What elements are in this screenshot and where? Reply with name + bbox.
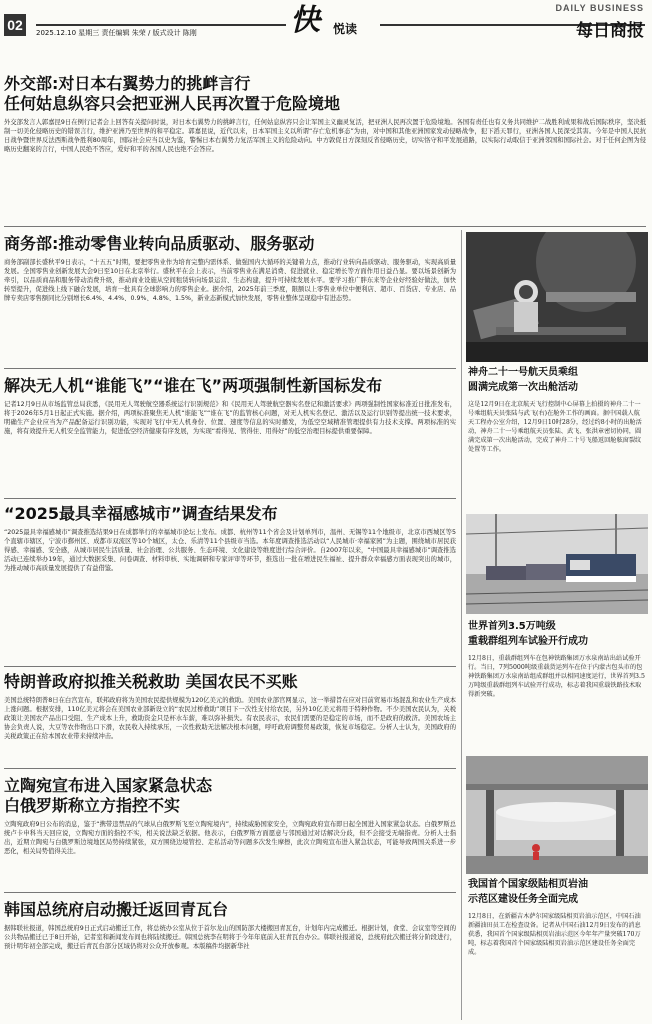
headline-1-line-2: 任何姑息纵容只会把亚洲人民再次置于危险境地	[4, 94, 341, 113]
headline-6-line-2: 白俄罗斯称立方指控不实	[4, 796, 181, 815]
sidebar-3-body: 12月8日，在新疆吉木萨尔国家级陆相页岩油示范区，中国石油新疆油田员工在检查设备。记者从中国石油12月9日发布的消息获悉，我国首个国家级陆相页岩油示范区今年年产量突破170万吨，标志着我国首个国家级陆相页岩油示范区建设任务全面完成。	[468, 913, 641, 956]
sidebar-3-title-line-2: 示范区建设任务全面完成	[468, 894, 578, 905]
sidebar-1-title-line-2: 圆满完成第一次出舱活动	[468, 382, 578, 393]
sidebar-2-body: 12月8日，重载群组列车在包神铁路集团万水泉南站出站试验开行。当日，7列5000吨级重载货运列车在位于内蒙古包头市的包神铁路集团万水泉南站组成群组并以相同速度运行，世界首列3.5万吨级重载群组列车试验开行成功，标志着我国重载铁路技术取得新突破。	[468, 655, 645, 698]
rocket-launch-photo	[466, 232, 648, 362]
page-number: 02	[4, 14, 26, 36]
article-7-body: 据韩联社报道，韩国总统府9日正式启动搬迁工作，将总统办公室从位于首尔龙山的国防部大楼搬回青瓦台，计划年内完成搬迁。根据计划，食堂、会议室等空间的公共物品搬迁已于8日开始，记者室和新闻发布间也将陆续搬迁。韩国总统李在明将于今年年底前入驻青瓦台办公。韩联社报道说，总统府此次搬迁将分阶段进行，预计明年初全部完成，搬迁后青瓦台部分区域仍将对公众开放参观。本版稿件均据新华社	[4, 925, 456, 950]
sidebar-1-title-line-1: 神舟二十一号航天员乘组	[468, 367, 578, 378]
gas-storage-tank-photo	[466, 756, 648, 874]
masthead-rule-left	[36, 24, 286, 26]
sidebar-2-title-line-1: 世界首列3.5万吨级	[468, 621, 556, 632]
masthead	[0, 0, 652, 44]
headline-2: 商务部:推动零售业转向品质驱动、服务驱动	[4, 234, 315, 253]
article-1-body: 外交部发言人郭嘉昆9日在例行记者会上回答有关提问时说，对日本右翼势力的挑衅言行，任何姑息纵容只会让军国主义幽灵复活，把亚洲人民再次置于危险境地。各国有责任也有义务共同维护二战胜利成果和战后国际秩序，坚决抵制一切美化侵略历史的错误言行，维护亚洲乃至世界的和平稳定。郭嘉昆说，近代以来，日本军国主义以所谓“存亡危机事态”为由，对中国和其他亚洲国家发动侵略战争，犯下滔天罪行，亚洲各国人民深受其害。今年是中国人民抗日战争暨世界反法西斯战争胜利80周年，国际社会应当以史为鉴，警惕日本右翼势力复活军国主义的危险动向。中方敦促日方深刻反省侵略历史，切实恪守和平发展道路，以实际行动取信于亚洲邻国和国际社会。对于任何企图为侵略历史翻案的言行，中国人民绝不答应，爱好和平的各国人民也绝不会答应。	[4, 119, 646, 153]
section-name: 悦读	[333, 22, 358, 36]
sidebar-3-title-line-1: 我国首个国家级陆相页岩油	[468, 879, 588, 890]
headline-7: 韩国总统府启动搬迁返回青瓦台	[4, 900, 229, 919]
divider	[4, 768, 456, 769]
article-6-body: 立陶宛政府9日公布的消息，鉴于“携带违禁品的气球从白俄罗斯飞至立陶宛境内”，持续威胁国家安全，立陶宛政府宣布即日起全国进入国家紧急状态。白俄罗斯总统卢卡申科当天回应说，立陶宛方面的指控不实，相关说法缺乏依据。他表示，白俄罗斯方面愿意与邻国通过对话解决分歧，但不会接受无端指责。分析人士指出，近期立陶宛与白俄罗斯边境地区局势持续紧张，双方围绕边境管控、走私活动等问题多次发生摩擦，此次立陶宛宣布进入紧急状态，可能导致两国关系进一步恶化，相关局势值得关注。	[4, 821, 456, 855]
column-divider	[461, 230, 462, 1020]
divider	[4, 368, 456, 369]
sidebar-2-title-line-2: 重载群组列车试验开行成功	[468, 636, 588, 647]
headline-1-line-1: 外交部:对日本右翼势力的挑衅言行	[4, 74, 251, 93]
headline-4: “2025最具幸福感城市”调查结果发布	[4, 504, 278, 523]
headline-6-line-1: 立陶宛宣布进入国家紧急状态	[4, 776, 213, 795]
paper-name-en: DAILY BUSINESS	[555, 3, 644, 13]
article-2-body: 商务部副部长盛秋平9日表示，“十五五”时期，要把零售业作为培育完整内需体系、做强国内大循环的关键着力点，推动行业转向品质驱动、服务驱动，实现高质量发展。全国零售业创新发展大会9日至10日在北京举行。盛秋平在会上表示，当前零售业在满足消费、促进就业、稳定增长等方面作用日益凸显。要以场景创新为牵引，以品质商品和服务带动消费升级，推动商业设施从空间租赁转向场景运营、生态构建，提升可持续发展水平。要学习推广胖东来等企业好经验好做法，加快转型提升，促进线上线下融合发展，培育一批具有全球影响力的零售企业。据介绍，2025年前三季度，限额以上零售业单位中便利店、超市、百货店、专业店、品牌专卖店零售额同比分别增长6.4%、4.4%、0.9%、4.8%、1.5%，新业态新模式加快发展，零售业整体呈现稳中有进态势。	[4, 259, 456, 302]
divider	[4, 226, 646, 227]
headline-5: 特朗普政府拟推关税救助 美国农民不买账	[4, 672, 298, 691]
divider	[4, 498, 456, 499]
divider	[4, 666, 456, 667]
section-logo-character: 快	[290, 3, 320, 38]
article-4-body: “2025最具幸福感城市”调查推选结果9日在成都举行的幸福城市论坛上发布。成都、杭州等11个省会及计划单列市，温州、无锡等11个地级市，北京市西城区等5个直辖市辖区，宁波市鄞州区、成都市双流区等10个城区，太仓、乐清等11个县级市当选。本年度调查推选活动以“人民城市·幸福家园”为主题，围绕城市居民获得感、幸福感、安全感，从城市居民生活质量、社会治理、公共服务、生态环境、文化建设等维度进行综合评价。自2007年以来，“中国最具幸福感城市”调查推选活动已连续举办19年，通过大数据采集、问卷调查、材料审核、实地调研和专家评审等环节，推选出一批在增进民生福祉、提升群众幸福感方面表现突出的城市，为推动城市高质量发展提供了有益借鉴。	[4, 529, 456, 572]
headline-3: 解决无人机“谁能飞”“谁在飞”两项强制性新国标发布	[4, 376, 383, 395]
issue-meta: 2025.12.10 星期三 责任编辑 朱荣 / 版式设计 陈刚	[36, 29, 197, 37]
sidebar-1-body: 这是12月9日在北京航天飞行控制中心屏幕上拍摄的神舟二十一号乘组航天员张陆与武飞(右)在舱外工作的画面。据中国载人航天工程办公室介绍，12月9日10时28分，经过约8小时的出舱活动，神舟二十一号乘组航天员张陆、武飞、张洪章密切协同，圆满完成第一次出舱活动，完成了神舟二十号飞船返回舱舷窗裂纹处置等工作。	[468, 401, 642, 453]
paper-name: 每日商报	[576, 21, 644, 41]
train-locomotive-photo	[466, 514, 648, 614]
divider	[4, 892, 456, 893]
article-3-body: 记者12月9日从市场监管总局获悉，《民用无人驾驶航空器系统运行识别规范》和《民用无人驾驶航空器实名登记和激活要求》两项强制性国家标准近日批准发布，将于2026年5月1日起正式实施。据介绍，两项标准聚焦无人机“谁能飞”“谁在飞”的监管核心问题，对无人机实名登记、激活以及运行识别等提出统一技术要求，明确生产企业应当为产品配备运行识别功能，实现对飞行中无人机身份、位置、速度等信息的实时播发，为低空空域精准管理提供有力技术支撑。两项标准的实施，将有效提升无人机安全监管能力，促进低空经济健康有序发展，为实现“看得见、管得住、用得好”的低空治理目标提供重要保障。	[4, 401, 456, 435]
article-5-body: 美国总统特朗普8日在白宫宣布，联邦政府将为美国农民提供规模为120亿美元的救助。美国农业部官网显示，这一举措旨在应对目前贸易市场混乱和农业生产成本上涨问题。根据安排，110亿美元将会在美国农业部新设立的“农民过桥救助”项目下一次性支付给农民，另外10亿美元将用于特种作物。不少美国农民认为，关税政策让美国农产品出口受阻、生产成本上升，救助资金只是杯水车薪，难以弥补损失。有农民表示，农民们需要的是稳定的市场，而不是政府的救济。美国农场主协会负责人说，大豆等农作物出口下滑，农民收入持续承压，一次性救助无法解决根本问题，呼吁政府调整贸易政策，恢复市场稳定。分析人士认为，美国政府的关税政策正在给本国农业带来持续冲击。	[4, 697, 456, 740]
